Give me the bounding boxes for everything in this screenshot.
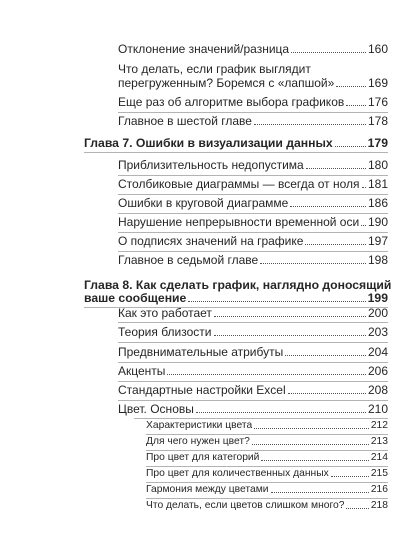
toc-entry: [118, 306, 388, 321]
toc-entry-title: Ошибки в круговой диаграмме: [118, 196, 289, 210]
toc-entry: [118, 177, 388, 192]
dot-leader: [254, 124, 366, 125]
dot-leader: [167, 374, 366, 375]
toc-entry-title: Главное в шестой главе: [118, 114, 252, 128]
toc-entry-page: 210: [367, 402, 388, 416]
toc-entry-page: 186: [367, 196, 388, 210]
dot-leader: [346, 508, 368, 509]
dot-leader: [214, 335, 366, 336]
divider: [118, 322, 388, 323]
dot-leader: [196, 412, 366, 413]
dot-leader: [305, 244, 366, 245]
toc-entry-page: 181: [367, 177, 388, 191]
toc-entry: [118, 42, 388, 57]
toc-subentry: [146, 482, 388, 497]
divider: [118, 175, 388, 176]
toc-subentry-title: Про цвет для количественных данных: [146, 468, 329, 479]
dot-leader: [336, 86, 366, 87]
toc-subentry-page: 218: [370, 500, 388, 511]
chapter-heading: [84, 291, 388, 306]
dot-leader: [335, 146, 366, 147]
toc-entry: [118, 76, 388, 91]
toc-entry: [118, 158, 388, 173]
toc-subentry-page: 213: [370, 436, 388, 447]
dot-leader: [252, 444, 369, 445]
toc-entry-page: 178: [367, 114, 388, 128]
dot-leader: [261, 460, 368, 461]
dot-leader: [331, 476, 369, 477]
toc-subentry-page: 216: [370, 484, 388, 495]
toc-entry-title: Стандартные настройки Excel: [118, 383, 286, 397]
toc-subentry-page: 214: [370, 452, 388, 463]
dot-leader: [254, 428, 369, 429]
toc-entry: [118, 383, 388, 398]
chapter-title: Глава 7. Ошибки в визуализации данных: [84, 136, 333, 150]
chapter-title-line: ваше сообщение: [84, 291, 187, 305]
toc-entry: [118, 114, 388, 129]
toc-entry-title: Приблизительность недопустима: [118, 158, 304, 172]
divider: [118, 342, 388, 343]
toc-entry-title: Еще раз об алгоритме выбора графиков: [118, 95, 345, 109]
dot-leader: [285, 355, 366, 356]
toc-entry-page: 190: [367, 215, 388, 229]
toc-entry: [118, 402, 388, 417]
toc-entry-title: Как это работает: [118, 306, 212, 320]
toc-entry: [118, 95, 388, 110]
divider: [118, 362, 388, 363]
dot-leader: [291, 52, 366, 53]
toc-entry-title: Главное в седьмой главе: [118, 253, 259, 267]
divider: [118, 194, 388, 195]
toc-entry: [118, 234, 388, 249]
toc-entry: [118, 325, 388, 340]
toc-subentry: [146, 418, 388, 433]
toc-entry-page: 160: [367, 42, 388, 56]
toc-entry-title: Нарушение непрерывности временной оси: [118, 215, 360, 229]
toc-entry-title: Акценты: [118, 364, 166, 378]
toc-subentry-title: Для чего нужен цвет?: [146, 436, 250, 447]
toc-entry: [118, 215, 388, 230]
divider: [84, 152, 388, 153]
toc-entry-page: 208: [367, 383, 388, 397]
divider: [118, 213, 388, 214]
divider: [118, 232, 388, 233]
dot-leader: [271, 492, 369, 493]
toc-entry-page: 197: [367, 234, 388, 248]
dot-leader: [288, 393, 366, 394]
toc-entry-title: Предвнимательные атрибуты: [118, 345, 284, 359]
toc-entry-title: Отклонение значений/разница: [118, 42, 290, 56]
toc-entry-title: Цвет. Основы: [118, 402, 194, 416]
dot-leader: [306, 168, 366, 169]
toc-subentry: [146, 434, 388, 449]
toc-subentry-page: 212: [370, 420, 388, 431]
toc-subentry-title: Что делать, если цветов слишком много?: [146, 500, 345, 511]
toc-subentry-title: Гармония между цветами: [146, 484, 269, 495]
toc-entry-page: 200: [367, 306, 388, 320]
chapter-title-line: Глава 8. Как сделать график, наглядно доносящий: [84, 278, 392, 292]
divider: [118, 400, 388, 401]
toc-entry-page: 206: [367, 364, 388, 378]
dot-leader: [214, 316, 366, 317]
divider: [118, 112, 388, 113]
toc-entry-page: 203: [367, 325, 388, 339]
toc-entry-page: 176: [367, 95, 388, 109]
toc-entry: [118, 196, 388, 211]
toc-subentry-page: 215: [370, 468, 388, 479]
dot-leader: [361, 225, 366, 226]
toc-entry-title-line: Что делать, если график выглядит: [118, 62, 311, 76]
chapter-page: 199: [367, 291, 388, 305]
divider: [118, 251, 388, 252]
toc-entry-page: 180: [367, 158, 388, 172]
toc-subentry: [146, 466, 388, 481]
dot-leader: [290, 206, 366, 207]
toc-entry-page: 169: [367, 76, 388, 90]
divider: [118, 381, 388, 382]
toc-subentry-title: Характеристики цвета: [146, 420, 253, 431]
toc-entry-title: Столбиковые диаграммы — всегда от ноля: [118, 177, 360, 191]
toc-subentry-title: Про цвет для категорий: [146, 452, 260, 463]
toc-entry-page: 198: [367, 253, 388, 267]
toc-entry: [118, 253, 388, 268]
toc-entry: [118, 345, 388, 360]
toc-subentry: [146, 498, 388, 513]
toc-subentry: [146, 450, 388, 465]
toc-entry-title: Теория близости: [118, 325, 212, 339]
dot-leader: [188, 301, 365, 302]
toc-entry: [118, 364, 388, 379]
toc-entry-page: 204: [367, 345, 388, 359]
toc-entry-title: О подписях значений на графике: [118, 234, 304, 248]
chapter-heading: [84, 136, 388, 151]
toc-entry-title-line: перегруженным? Боремся с «лапшой»: [118, 76, 335, 90]
dot-leader: [346, 105, 366, 106]
dot-leader: [260, 263, 366, 264]
chapter-page: 179: [367, 136, 388, 150]
dot-leader: [362, 187, 366, 188]
